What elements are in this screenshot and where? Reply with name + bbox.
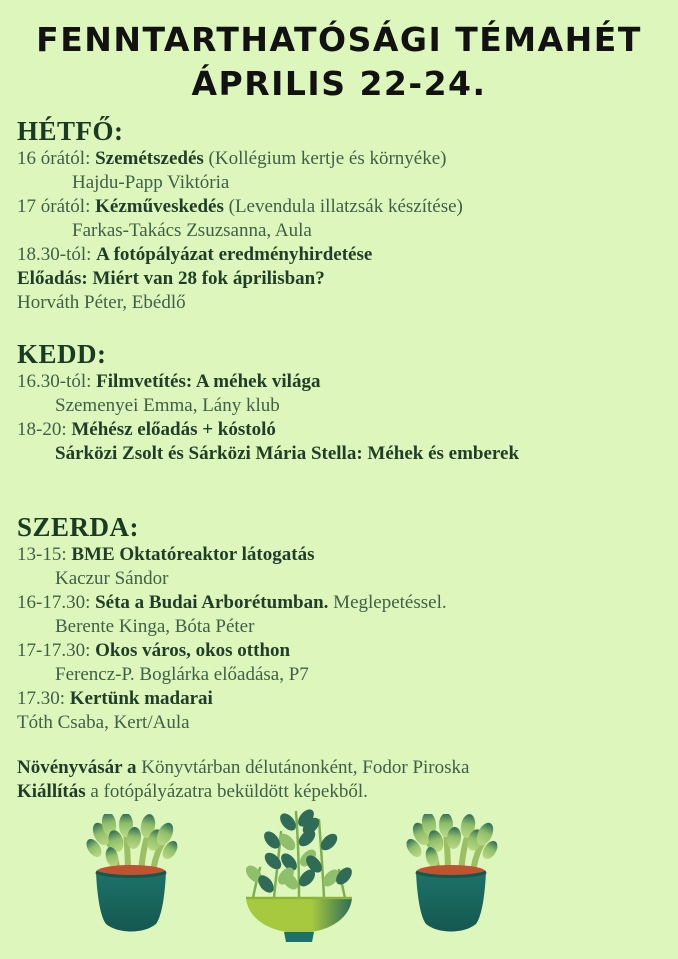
event-title-text: Sárközi Zsolt és Sárközi Mária Stella: Méhek és emberek [55,443,520,464]
schedule-line [0,663,678,687]
schedule-line [0,442,678,466]
event-title-text: Növényvásár a [17,757,137,778]
event-title-text: Okos város, okos otthon [95,640,291,661]
event-detail-text: Ferencz-P. Boglárka előadása, P7 [55,664,309,685]
schedule-line [0,243,678,267]
event-detail-text: Könyvtárban délutánonként, Fodor Piroska [136,757,470,778]
event-detail-text: Tóth Csaba, Kert/Aula [17,712,190,733]
plant-illustrations [0,806,678,954]
day-section [0,512,678,735]
schedule-line [0,394,678,418]
event-title-text: Szemétszedés [95,148,204,169]
schedule-line [0,147,678,171]
event-title-text: BME Oktatóreaktor látogatás [71,544,315,565]
footer-line [0,756,678,780]
event-detail-text: (Kollégium kertje és környéke) [203,148,447,169]
poster-title-line2: ÁPRILIS 22-24. [191,64,487,103]
event-detail-text: 13-15: [17,544,72,565]
event-detail-text: Hajdu-Papp Viktória [72,172,230,193]
schedule-line [0,370,678,394]
event-detail-text: 17-17.30: [17,640,96,661]
event-title-text: Kiállítás [17,781,86,802]
event-detail-text: 16.30-tól: [17,371,97,392]
poster-title [0,0,678,106]
footer-line [0,780,678,804]
succulent-pot-icon [56,814,206,948]
day-section [0,339,678,466]
event-detail-text: 16-17.30: [17,592,96,613]
event-detail-text: a fotópályázatra beküldött képekből. [85,781,368,802]
poster-title-line1: FENNTARTHATÓSÁGI TÉMAHÉT [36,20,642,59]
event-detail-text: Szemenyei Emma, Lány klub [55,395,280,416]
event-title-text: Filmvetítés: A méhek világa [96,371,321,392]
day-heading: SZERDA: [17,512,140,542]
event-detail-text: Kaczur Sándor [55,568,169,589]
schedule-line [0,687,678,711]
event-detail-text: Meglepetéssel. [328,592,447,613]
event-title-text: Séta a Budai Arborétumban. [95,592,329,613]
schedule-line [0,711,678,735]
day-heading: KEDD: [17,339,107,369]
schedule-line [0,591,678,615]
event-detail-text: 17.30: [17,688,70,709]
event-detail-text: 17 órától: [17,196,96,217]
schedule-line [0,219,678,243]
leafy-bowl-icon [222,806,377,946]
event-detail-text: (Levendula illatzsák készítése) [223,196,463,217]
event-detail-text: 16 órától: [17,148,96,169]
schedule [0,116,678,735]
event-title-text: Előadás: Miért van 28 fok áprilisban? [17,268,325,289]
schedule-line [0,418,678,442]
event-detail-text: 18-20: [17,419,72,440]
schedule-line [0,291,678,315]
event-title-text: Méhész előadás + kóstoló [71,419,276,440]
schedule-line [0,639,678,663]
schedule-line [0,267,678,291]
event-detail-text: Berente Kinga, Bóta Péter [55,616,255,637]
schedule-line [0,567,678,591]
event-title-text: A fotópályázat eredményhirdetése [96,244,373,265]
schedule-line [0,195,678,219]
event-detail-text: 18.30-tól: [17,244,97,265]
schedule-line [0,615,678,639]
event-title-text: Kertünk madarai [69,688,213,709]
schedule-line [0,171,678,195]
footer-notes [0,756,678,804]
day-heading: HÉTFŐ: [17,116,124,146]
event-detail-text: Farkas-Takács Zsuzsanna, Aula [72,220,312,241]
event-title-text: Kézműveskedés [95,196,224,217]
schedule-line [0,543,678,567]
event-detail-text: Horváth Péter, Ebédlő [17,292,186,313]
day-section [0,116,678,315]
succulent-pot-icon [376,814,526,948]
